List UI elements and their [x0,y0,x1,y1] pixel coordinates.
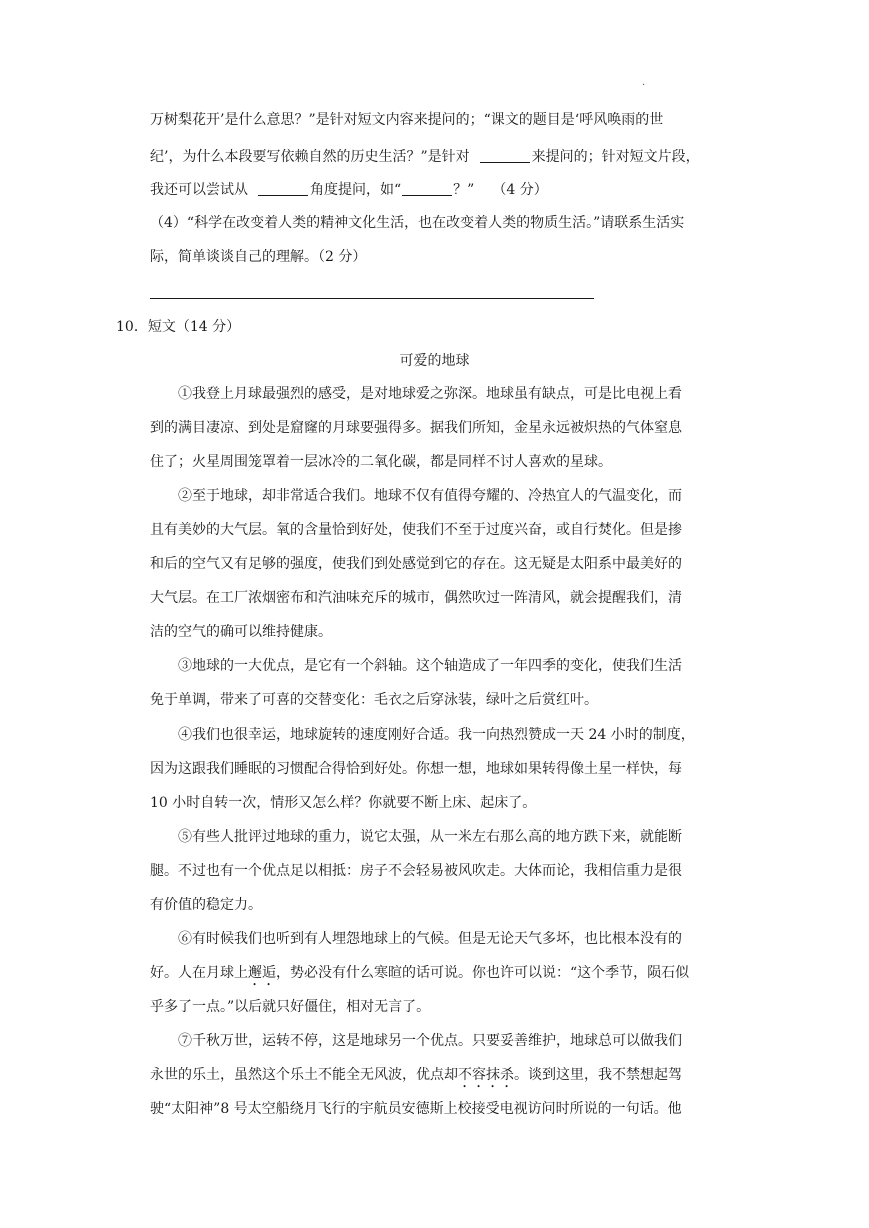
p1-line-3: 住了；火星周围笼罩着一层冰冷的二氧化碳，都是同样不讨人喜欢的星球。 [150,454,612,470]
p3-line-1: ③地球的一大优点，是它有一个斜轴。这个轴造成了一年四季的变化，使我们生活 [178,658,682,674]
emphasized-phrase-burongmosha: 不容抹杀 [458,1067,514,1083]
p6-line-3: 乎多了一点。”以后就只好僵住，相对无言了。 [150,999,431,1015]
passage-title: 可爱的地球 [399,353,470,369]
p6-line-2-text-a: 好。人在月球上 [150,965,248,981]
answer-blank-3[interactable] [402,181,452,196]
q3-line-3 [150,180,548,200]
p4-line-3: 10 小时自转一次，情形又怎么样？你就要不断上床、起床了。 [150,795,537,811]
p7-line-1: ⑦千秋万世，运转不停，这是地球另一个优点。只要妥善维护，地球总可以做我们 [178,1033,682,1049]
q3-line-3-text-c: ？” [453,182,475,198]
p7-line-2-text-b: 。谈到这里，我不禁想起驾 [514,1067,682,1083]
q3-score: （4 分） [492,182,548,198]
p1-line-1: ①我登上月球最强烈的感受，是对地球爱之弥深。地球虽有缺点，可是比电视上看 [178,386,682,402]
corner-mark: · [642,80,646,91]
p2-line-4: 大气层。在工厂浓烟密布和汽油味充斥的城市，偶然吹过一阵清风，就会提醒我们，清 [150,590,682,606]
p5-line-3: 有价值的稳定力。 [150,897,262,913]
q3-line-2-text-a: 纪’，为什么本段要写依赖自然的历史生活？”是针对 [150,149,470,165]
q4-line-2: 际，简单谈谈自己的理解。（2 分） [150,249,367,265]
p6-line-2 [150,963,689,989]
p3-line-2: 免于单调，带来了可喜的交替变化：毛衣之后穿泳装，绿叶之后赏红叶。 [150,692,598,708]
p7-line-3: 驶“太阳神”8 号太空船绕月飞行的宇航员安德斯上校接受电视访问时所说的一句话。他 [150,1101,682,1117]
q4-line-1: （4）“科学在改变着人类的精神文化生活，也在改变着人类的物质生活。”请联系生活实 [150,215,685,231]
answer-line[interactable] [150,298,594,299]
answer-blank-2[interactable] [258,181,308,196]
p2-line-3: 和后的空气又有足够的强度，使我们到处感觉到它的存在。这无疑是太阳系中最美好的 [150,556,682,572]
p6-line-2-text-b: ，势必没有什么寒暄的话可说。你也许可以说：“这个季节，陨石似 [276,965,690,981]
q3-line-2 [150,147,700,167]
q3-line-1: 万树梨花开’是什么意思？”是针对短文内容来提问的；“课文的题目是‘呼风唤雨的世 [150,112,664,128]
p2-line-5: 洁的空气的确可以维持健康。 [150,624,332,640]
p4-line-2: 因为这跟我们睡眠的习惯配合得恰到好处。你想一想，地球如果转得像土星一样快，每 [150,761,682,777]
p5-line-1: ⑤有些人批评过地球的重力，说它太强，从一米左右那么高的地方跌下来，就能断 [178,829,682,845]
p5-line-2: 腿。不过也有一个优点足以相抵：房子不会轻易被风吹走。大体而论，我相信重力是很 [150,863,682,879]
q3-line-3-text-a: 我还可以尝试从 [150,182,248,198]
p4-line-1: ④我们也很幸运，地球旋转的速度刚好合适。我一向热烈赞成一天 24 小时的制度， [178,727,695,743]
p7-line-2 [150,1065,682,1091]
q3-line-3-text-b: 角度提问，如“ [310,182,402,198]
q10-heading: 10．短文（14 分） [116,319,241,335]
p6-line-1: ⑥有时候我们也听到有人埋怨地球上的气候。但是无论天气多坏，也比根本没有的 [178,931,682,947]
answer-blank-1[interactable] [480,148,530,163]
p1-line-2: 到的满目凄凉、到处是窟窿的月球要强得多。据我们所知，金星永远被炽热的气体窒息 [150,420,682,436]
emphasized-word-xiehou: 邂逅 [248,965,276,981]
p2-line-1: ②至于地球，却非常适合我们。地球不仅有值得夸耀的、冷热宜人的气温变化，而 [178,488,682,504]
p7-line-2-text-a: 永世的乐土，虽然这个乐土不能全无风波，优点却 [150,1067,458,1083]
p2-line-2: 且有美妙的大气层。氧的含量恰到好处，使我们不至于过度兴奋，或自行焚化。但是掺 [150,522,682,538]
q3-line-2-text-b: 来提问的；针对短文片段， [531,149,700,165]
